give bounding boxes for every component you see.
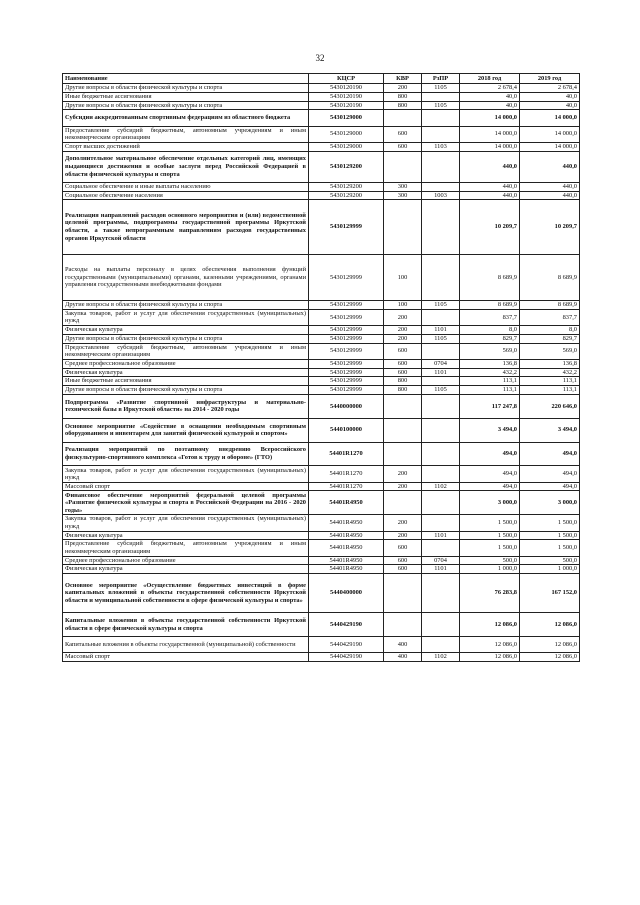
row-2019-cell: 837,7 xyxy=(520,309,580,325)
row-2018-cell: 569,0 xyxy=(460,343,520,359)
row-name-cell: Другие вопросы в области физической культуры и спорта xyxy=(63,301,309,310)
row-kvr-cell: 400 xyxy=(384,653,422,662)
table-row xyxy=(63,565,580,574)
row-name-cell: Среднее профессиональное образование xyxy=(63,359,309,368)
row-rzpr-cell: 0704 xyxy=(422,359,460,368)
row-rzpr-cell: 0704 xyxy=(422,556,460,565)
row-kvr-cell: 200 xyxy=(384,466,422,482)
table-row xyxy=(63,126,580,142)
table-row xyxy=(63,613,580,637)
row-2018-cell: 8,0 xyxy=(460,326,520,335)
row-name-cell: Предоставление субсидий бюджетным, автономным учреждениям и иным некоммерческим организациям xyxy=(63,126,309,142)
row-name-cell: Капитальные вложения в объекты государственной (муниципальной) собственности xyxy=(63,636,309,652)
row-kcsr-cell: 54401R4950 xyxy=(309,515,384,531)
row-rzpr-cell xyxy=(422,254,460,301)
row-kvr-cell: 600 xyxy=(384,540,422,556)
row-2018-cell: 1 500,0 xyxy=(460,540,520,556)
row-2019-cell: 40,0 xyxy=(520,101,580,110)
row-kvr-cell: 200 xyxy=(384,531,422,540)
table-row xyxy=(63,84,580,93)
row-kcsr-cell: 5430129999 xyxy=(309,334,384,343)
row-kvr-cell: 800 xyxy=(384,386,422,395)
row-kcsr-cell: 5430129200 xyxy=(309,151,384,182)
header-2019: 2019 год xyxy=(520,74,580,84)
table-header-row xyxy=(63,74,580,84)
table-row xyxy=(63,515,580,531)
row-2018-cell: 432,2 xyxy=(460,368,520,377)
row-rzpr-cell xyxy=(422,151,460,182)
row-rzpr-cell xyxy=(422,200,460,254)
row-kvr-cell: 200 xyxy=(384,84,422,93)
row-name-cell: Основное мероприятие «Содействие в оснащении необходимым спортивным оборудованием и инвентарем для занятий физической культурой и спортом» xyxy=(63,418,309,442)
row-2018-cell: 14 000,0 xyxy=(460,126,520,142)
row-kcsr-cell: 5430129999 xyxy=(309,301,384,310)
row-2019-cell: 12 086,0 xyxy=(520,636,580,652)
row-name-cell: Массовый спорт xyxy=(63,653,309,662)
row-name-cell: Физическая культура xyxy=(63,531,309,540)
row-2018-cell: 40,0 xyxy=(460,92,520,101)
row-2019-cell: 40,0 xyxy=(520,92,580,101)
table-row xyxy=(63,491,580,515)
row-2018-cell: 12 086,0 xyxy=(460,636,520,652)
row-kvr-cell: 600 xyxy=(384,359,422,368)
row-kvr-cell xyxy=(384,574,422,613)
row-name-cell: Среднее профессиональное образование xyxy=(63,556,309,565)
table-row xyxy=(63,368,580,377)
row-rzpr-cell xyxy=(422,613,460,637)
row-kcsr-cell: 5430129000 xyxy=(309,110,384,126)
row-name-cell: Физическая культура xyxy=(63,368,309,377)
row-2018-cell: 494,0 xyxy=(460,466,520,482)
row-rzpr-cell xyxy=(422,442,460,466)
row-2019-cell: 494,0 xyxy=(520,466,580,482)
row-name-cell: Предоставление субсидий бюджетным, автономным учреждениям и иным некоммерческим организациям xyxy=(63,343,309,359)
row-name-cell: Другие вопросы в области физической культуры и спорта xyxy=(63,84,309,93)
row-2018-cell: 837,7 xyxy=(460,309,520,325)
row-kcsr-cell: 5430129999 xyxy=(309,200,384,254)
row-kcsr-cell: 5430129000 xyxy=(309,126,384,142)
row-2018-cell: 494,0 xyxy=(460,442,520,466)
row-kvr-cell: 200 xyxy=(384,482,422,491)
row-2019-cell: 3 494,0 xyxy=(520,418,580,442)
row-kvr-cell xyxy=(384,394,422,418)
row-kcsr-cell: 5430129000 xyxy=(309,142,384,151)
row-name-cell: Физическая культура xyxy=(63,326,309,335)
header-2018: 2018 год xyxy=(460,74,520,84)
row-2018-cell: 12 086,0 xyxy=(460,653,520,662)
row-rzpr-cell xyxy=(422,636,460,652)
row-2019-cell: 14 000,0 xyxy=(520,142,580,151)
row-name-cell: Предоставление субсидий бюджетным, автономным учреждениям и иным некоммерческим организациям xyxy=(63,540,309,556)
row-kcsr-cell: 5430120190 xyxy=(309,92,384,101)
row-rzpr-cell: 1105 xyxy=(422,84,460,93)
table-row xyxy=(63,92,580,101)
table-row xyxy=(63,531,580,540)
row-2019-cell: 8 689,9 xyxy=(520,301,580,310)
row-kcsr-cell: 5440429190 xyxy=(309,613,384,637)
row-2019-cell: 569,0 xyxy=(520,343,580,359)
row-kcsr-cell: 5440429190 xyxy=(309,653,384,662)
row-2018-cell: 8 689,9 xyxy=(460,301,520,310)
row-rzpr-cell: 1101 xyxy=(422,368,460,377)
row-rzpr-cell: 1105 xyxy=(422,386,460,395)
row-name-cell: Подпрограмма «Развитие спортивной инфраструктуры и материально- технической базы в Иркутской области» на 2014 - 2020 годы xyxy=(63,394,309,418)
row-2019-cell: 136,8 xyxy=(520,359,580,368)
table-row xyxy=(63,254,580,301)
row-kvr-cell: 800 xyxy=(384,92,422,101)
table-row xyxy=(63,151,580,182)
row-kcsr-cell: 5430129999 xyxy=(309,326,384,335)
row-kcsr-cell: 5440100000 xyxy=(309,418,384,442)
row-2018-cell: 40,0 xyxy=(460,101,520,110)
row-2019-cell: 1 500,0 xyxy=(520,515,580,531)
row-kcsr-cell: 54401R1270 xyxy=(309,482,384,491)
row-kcsr-cell: 5440400000 xyxy=(309,574,384,613)
row-rzpr-cell: 1101 xyxy=(422,326,460,335)
table-row xyxy=(63,482,580,491)
table-row xyxy=(63,200,580,254)
row-rzpr-cell xyxy=(422,418,460,442)
row-kvr-cell: 100 xyxy=(384,254,422,301)
row-2019-cell: 3 000,0 xyxy=(520,491,580,515)
row-2019-cell: 1 500,0 xyxy=(520,540,580,556)
row-rzpr-cell: 1101 xyxy=(422,565,460,574)
row-rzpr-cell xyxy=(422,126,460,142)
row-2019-cell: 113,1 xyxy=(520,386,580,395)
row-kvr-cell: 600 xyxy=(384,556,422,565)
row-2018-cell: 117 247,8 xyxy=(460,394,520,418)
row-kvr-cell xyxy=(384,200,422,254)
row-2018-cell: 14 000,0 xyxy=(460,110,520,126)
row-rzpr-cell xyxy=(422,515,460,531)
row-2019-cell: 220 646,0 xyxy=(520,394,580,418)
row-name-cell: Финансовое обеспечение мероприятий федеральной целевой программы «Развитие физической культуры и спорта в Российской Федерации на 2016 - 2020 годы» xyxy=(63,491,309,515)
row-name-cell: Социальное обеспечение населения xyxy=(63,191,309,200)
row-2019-cell: 8 689,9 xyxy=(520,254,580,301)
table-row xyxy=(63,301,580,310)
row-name-cell: Реализация направлений расходов основного мероприятия и (или) ведомственной целевой программы, подпрограммы государственной программы Иркутской области, а также непрограммным направлениям расходов государственных органов Иркутской области xyxy=(63,200,309,254)
row-name-cell: Иные бюджетные ассигнования xyxy=(63,92,309,101)
row-2019-cell: 440,0 xyxy=(520,191,580,200)
row-kvr-cell: 200 xyxy=(384,309,422,325)
row-kvr-cell: 200 xyxy=(384,515,422,531)
table-row xyxy=(63,101,580,110)
row-2019-cell: 12 086,0 xyxy=(520,613,580,637)
row-kvr-cell: 600 xyxy=(384,343,422,359)
table-row xyxy=(63,540,580,556)
row-kcsr-cell: 54401R4950 xyxy=(309,556,384,565)
row-kcsr-cell: 54401R4950 xyxy=(309,565,384,574)
row-2019-cell: 14 000,0 xyxy=(520,110,580,126)
row-kcsr-cell: 5430120190 xyxy=(309,84,384,93)
row-name-cell: Массовый спорт xyxy=(63,482,309,491)
row-2019-cell: 167 152,0 xyxy=(520,574,580,613)
row-2018-cell: 14 000,0 xyxy=(460,142,520,151)
row-kcsr-cell: 54401R4950 xyxy=(309,540,384,556)
row-2018-cell: 2 678,4 xyxy=(460,84,520,93)
row-kcsr-cell: 5440429190 xyxy=(309,636,384,652)
row-rzpr-cell xyxy=(422,92,460,101)
row-name-cell: Закупка товаров, работ и услуг для обеспечения государственных (муниципальных) нужд xyxy=(63,515,309,531)
row-2019-cell: 500,0 xyxy=(520,556,580,565)
row-kvr-cell xyxy=(384,110,422,126)
row-rzpr-cell: 1102 xyxy=(422,653,460,662)
row-rzpr-cell xyxy=(422,394,460,418)
table-row xyxy=(63,377,580,386)
table-row xyxy=(63,418,580,442)
header-kcsr: КЦСР xyxy=(309,74,384,84)
page-number: 32 xyxy=(315,53,325,63)
row-2019-cell: 12 086,0 xyxy=(520,653,580,662)
row-2018-cell: 113,1 xyxy=(460,377,520,386)
row-rzpr-cell xyxy=(422,540,460,556)
row-2018-cell: 113,1 xyxy=(460,386,520,395)
row-name-cell: Физическая культура xyxy=(63,565,309,574)
row-name-cell: Другие вопросы в области физической культуры и спорта xyxy=(63,386,309,395)
row-2018-cell: 1 500,0 xyxy=(460,531,520,540)
table-row xyxy=(63,574,580,613)
row-kcsr-cell: 54401R4950 xyxy=(309,491,384,515)
row-2018-cell: 440,0 xyxy=(460,182,520,191)
table-row xyxy=(63,182,580,191)
row-name-cell: Закупка товаров, работ и услуг для обеспечения государственных (муниципальных) нужд xyxy=(63,309,309,325)
row-2018-cell: 829,7 xyxy=(460,334,520,343)
row-kcsr-cell: 54401R4950 xyxy=(309,531,384,540)
row-rzpr-cell xyxy=(422,182,460,191)
row-rzpr-cell: 1103 xyxy=(422,142,460,151)
row-rzpr-cell xyxy=(422,491,460,515)
row-2019-cell: 113,1 xyxy=(520,377,580,386)
row-2018-cell: 440,0 xyxy=(460,151,520,182)
row-rzpr-cell xyxy=(422,574,460,613)
row-name-cell: Другие вопросы в области физической культуры и спорта xyxy=(63,101,309,110)
table-row xyxy=(63,442,580,466)
row-kcsr-cell: 5430120190 xyxy=(309,101,384,110)
row-rzpr-cell: 1105 xyxy=(422,101,460,110)
row-name-cell: Реализация мероприятий по поэтапному внедрению Всероссийского физкультурно-спортивного комплекса «Готов к труду и обороне» (ГТО) xyxy=(63,442,309,466)
row-name-cell: Спорт высших достижений xyxy=(63,142,309,151)
row-rzpr-cell: 1105 xyxy=(422,334,460,343)
row-2018-cell: 8 689,9 xyxy=(460,254,520,301)
row-kcsr-cell: 5430129999 xyxy=(309,368,384,377)
row-rzpr-cell: 1003 xyxy=(422,191,460,200)
row-2019-cell: 440,0 xyxy=(520,151,580,182)
row-name-cell: Капитальные вложения в объекты государственной собственности Иркутской области в сфере физической культуры и спорта xyxy=(63,613,309,637)
row-rzpr-cell xyxy=(422,377,460,386)
row-rzpr-cell: 1101 xyxy=(422,531,460,540)
row-name-cell: Основное мероприятие «Осуществление бюджетных инвестиций в форме капитальных вложений в объекты государственной собственности Иркутской области и муниципальной собственности в сфере физической культуры и спорта» xyxy=(63,574,309,613)
row-2019-cell: 8,0 xyxy=(520,326,580,335)
row-kcsr-cell: 5430129999 xyxy=(309,359,384,368)
row-kcsr-cell: 54401R1270 xyxy=(309,442,384,466)
row-name-cell: Закупка товаров, работ и услуг для обеспечения государственных (муниципальных) нужд xyxy=(63,466,309,482)
table-row xyxy=(63,636,580,652)
row-kcsr-cell: 5430129999 xyxy=(309,309,384,325)
row-2019-cell: 2 678,4 xyxy=(520,84,580,93)
row-name-cell: Расходы на выплаты персоналу в целях обеспечения выполнения функций государственными (муниципальными) органами, казенными учреждениями, органами управления государственными внебюджетными фондами xyxy=(63,254,309,301)
row-kvr-cell: 200 xyxy=(384,326,422,335)
row-2018-cell: 1 000,0 xyxy=(460,565,520,574)
row-rzpr-cell: 1102 xyxy=(422,482,460,491)
table-row xyxy=(63,343,580,359)
row-kvr-cell: 300 xyxy=(384,182,422,191)
row-kvr-cell: 100 xyxy=(384,301,422,310)
table-row xyxy=(63,309,580,325)
row-2018-cell: 1 500,0 xyxy=(460,515,520,531)
header-name: Наименование xyxy=(63,74,309,84)
row-rzpr-cell xyxy=(422,309,460,325)
table-row xyxy=(63,386,580,395)
row-2018-cell: 10 209,7 xyxy=(460,200,520,254)
row-2019-cell: 14 000,0 xyxy=(520,126,580,142)
row-2019-cell: 10 209,7 xyxy=(520,200,580,254)
row-2018-cell: 440,0 xyxy=(460,191,520,200)
row-kvr-cell xyxy=(384,442,422,466)
row-name-cell: Другие вопросы в области физической культуры и спорта xyxy=(63,334,309,343)
row-2019-cell: 494,0 xyxy=(520,442,580,466)
row-kcsr-cell: 5430129200 xyxy=(309,191,384,200)
row-2018-cell: 3 494,0 xyxy=(460,418,520,442)
row-2018-cell: 3 000,0 xyxy=(460,491,520,515)
table-row xyxy=(63,142,580,151)
row-name-cell: Дополнительное материальное обеспечение отдельных категорий лиц, имеющих выдающиеся достижения и особые заслуги перед Российской Федерацией в области физической культуры и спорта xyxy=(63,151,309,182)
row-name-cell: Социальное обеспечение и иные выплаты населению xyxy=(63,182,309,191)
row-2019-cell: 440,0 xyxy=(520,182,580,191)
table-row xyxy=(63,653,580,662)
row-kcsr-cell: 5440000000 xyxy=(309,394,384,418)
table-row xyxy=(63,466,580,482)
row-2018-cell: 136,8 xyxy=(460,359,520,368)
row-2019-cell: 829,7 xyxy=(520,334,580,343)
row-kvr-cell: 600 xyxy=(384,565,422,574)
row-kcsr-cell: 5430129999 xyxy=(309,254,384,301)
row-kvr-cell: 200 xyxy=(384,334,422,343)
row-kvr-cell: 600 xyxy=(384,368,422,377)
row-kcsr-cell: 5430129999 xyxy=(309,343,384,359)
row-kvr-cell: 600 xyxy=(384,126,422,142)
row-name-cell: Субсидии аккредитованным спортивным федерациям из областного бюджета xyxy=(63,110,309,126)
table-row xyxy=(63,110,580,126)
row-kvr-cell xyxy=(384,151,422,182)
row-kvr-cell xyxy=(384,613,422,637)
row-2018-cell: 500,0 xyxy=(460,556,520,565)
row-kvr-cell xyxy=(384,418,422,442)
table-row xyxy=(63,191,580,200)
table-row xyxy=(63,359,580,368)
row-rzpr-cell xyxy=(422,110,460,126)
row-kvr-cell: 400 xyxy=(384,636,422,652)
row-2018-cell: 12 086,0 xyxy=(460,613,520,637)
row-2018-cell: 76 283,8 xyxy=(460,574,520,613)
row-rzpr-cell xyxy=(422,466,460,482)
row-kcsr-cell: 5430129999 xyxy=(309,386,384,395)
row-kvr-cell: 800 xyxy=(384,101,422,110)
row-kcsr-cell: 54401R1270 xyxy=(309,466,384,482)
row-2019-cell: 1 000,0 xyxy=(520,565,580,574)
row-name-cell: Иные бюджетные ассигнования xyxy=(63,377,309,386)
row-rzpr-cell: 1105 xyxy=(422,301,460,310)
row-kvr-cell: 600 xyxy=(384,142,422,151)
row-kvr-cell: 800 xyxy=(384,377,422,386)
table-row xyxy=(63,326,580,335)
row-2019-cell: 1 500,0 xyxy=(520,531,580,540)
header-kvr: КВР xyxy=(384,74,422,84)
header-rzpr: РзПР xyxy=(422,74,460,84)
budget-table xyxy=(62,73,580,662)
row-rzpr-cell xyxy=(422,343,460,359)
table-row xyxy=(63,394,580,418)
table-row xyxy=(63,556,580,565)
row-kvr-cell xyxy=(384,491,422,515)
row-kcsr-cell: 5430129999 xyxy=(309,377,384,386)
row-2019-cell: 432,2 xyxy=(520,368,580,377)
row-kvr-cell: 300 xyxy=(384,191,422,200)
row-2019-cell: 494,0 xyxy=(520,482,580,491)
row-kcsr-cell: 5430129200 xyxy=(309,182,384,191)
row-2018-cell: 494,0 xyxy=(460,482,520,491)
table-row xyxy=(63,334,580,343)
